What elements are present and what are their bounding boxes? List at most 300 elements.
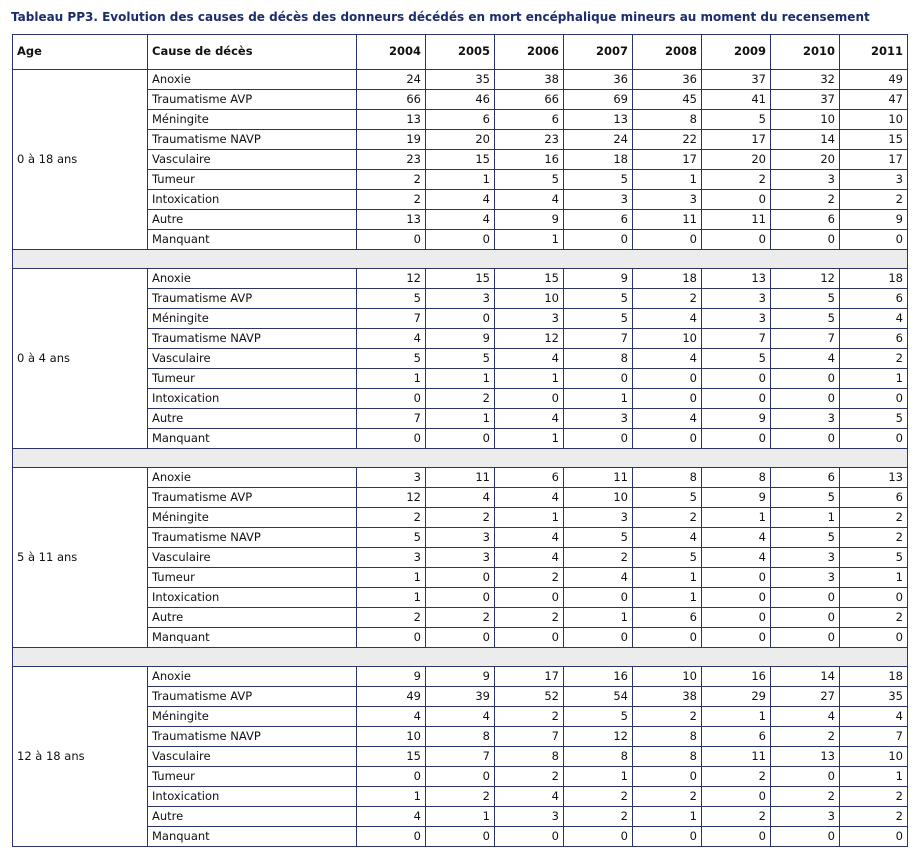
cause-cell: Traumatisme NAVP — [148, 727, 357, 747]
value-cell: 2 — [426, 508, 495, 528]
value-cell: 3 — [771, 170, 840, 190]
group-separator-row — [13, 250, 908, 269]
cause-cell: Vasculaire — [148, 349, 357, 369]
value-cell: 2 — [702, 767, 771, 787]
value-cell: 11 — [702, 210, 771, 230]
table-row — [13, 628, 908, 648]
cause-cell: Traumatisme AVP — [148, 687, 357, 707]
value-cell: 1 — [840, 568, 908, 588]
value-cell: 4 — [495, 787, 564, 807]
value-cell: 5 — [840, 409, 908, 429]
value-cell: 10 — [840, 110, 908, 130]
value-cell: 4 — [357, 329, 426, 349]
table-row — [13, 190, 908, 210]
value-cell: 1 — [495, 230, 564, 250]
value-cell: 0 — [702, 628, 771, 648]
value-cell: 11 — [633, 210, 702, 230]
value-cell: 2 — [426, 608, 495, 628]
table-row — [13, 150, 908, 170]
value-cell: 0 — [426, 429, 495, 449]
header-row — [13, 35, 908, 70]
value-cell: 12 — [564, 727, 633, 747]
cause-cell: Autre — [148, 409, 357, 429]
cause-cell: Intoxication — [148, 190, 357, 210]
header-year: 2010 — [771, 35, 840, 70]
value-cell: 5 — [564, 309, 633, 329]
value-cell: 0 — [771, 767, 840, 787]
cause-cell: Anoxie — [148, 468, 357, 488]
value-cell: 0 — [426, 588, 495, 608]
value-cell: 5 — [357, 289, 426, 309]
value-cell: 4 — [633, 528, 702, 548]
cause-cell: Tumeur — [148, 767, 357, 787]
value-cell: 2 — [840, 190, 908, 210]
value-cell: 15 — [426, 269, 495, 289]
value-cell: 5 — [495, 170, 564, 190]
value-cell: 0 — [702, 568, 771, 588]
cause-cell: Anoxie — [148, 667, 357, 687]
value-cell: 6 — [840, 289, 908, 309]
table-row — [13, 130, 908, 150]
value-cell: 2 — [495, 608, 564, 628]
value-cell: 2 — [633, 787, 702, 807]
value-cell: 9 — [564, 269, 633, 289]
value-cell: 0 — [702, 827, 771, 847]
value-cell: 6 — [702, 727, 771, 747]
value-cell: 2 — [840, 349, 908, 369]
table-row — [13, 807, 908, 827]
value-cell: 5 — [564, 528, 633, 548]
value-cell: 0 — [633, 369, 702, 389]
value-cell: 0 — [771, 389, 840, 409]
value-cell: 5 — [564, 707, 633, 727]
cause-cell: Traumatisme NAVP — [148, 130, 357, 150]
header-year: 2005 — [426, 35, 495, 70]
value-cell: 0 — [702, 389, 771, 409]
value-cell: 0 — [840, 429, 908, 449]
value-cell: 11 — [426, 468, 495, 488]
value-cell: 10 — [771, 110, 840, 130]
value-cell: 1 — [633, 568, 702, 588]
value-cell: 8 — [564, 747, 633, 767]
value-cell: 0 — [633, 827, 702, 847]
value-cell: 13 — [771, 747, 840, 767]
age-group-cell: 0 à 4 ans — [13, 269, 148, 449]
cause-cell: Tumeur — [148, 568, 357, 588]
value-cell: 4 — [495, 528, 564, 548]
table-row — [13, 289, 908, 309]
value-cell: 0 — [426, 767, 495, 787]
value-cell: 4 — [633, 309, 702, 329]
value-cell: 0 — [702, 369, 771, 389]
table-row — [13, 608, 908, 628]
value-cell: 1 — [357, 588, 426, 608]
value-cell: 8 — [633, 468, 702, 488]
value-cell: 0 — [702, 230, 771, 250]
value-cell: 4 — [702, 548, 771, 568]
value-cell: 0 — [426, 309, 495, 329]
value-cell: 1 — [426, 369, 495, 389]
value-cell: 3 — [771, 409, 840, 429]
value-cell: 15 — [495, 269, 564, 289]
value-cell: 1 — [495, 429, 564, 449]
value-cell: 9 — [426, 329, 495, 349]
cause-cell: Autre — [148, 608, 357, 628]
value-cell: 0 — [771, 628, 840, 648]
value-cell: 0 — [633, 767, 702, 787]
value-cell: 0 — [771, 608, 840, 628]
value-cell: 5 — [633, 548, 702, 568]
value-cell: 2 — [357, 170, 426, 190]
value-cell: 37 — [771, 90, 840, 110]
value-cell: 8 — [633, 727, 702, 747]
value-cell: 1 — [357, 568, 426, 588]
table-row — [13, 170, 908, 190]
value-cell: 38 — [495, 70, 564, 90]
cause-cell: Méningite — [148, 508, 357, 528]
value-cell: 2 — [426, 389, 495, 409]
value-cell: 9 — [840, 210, 908, 230]
value-cell: 6 — [564, 210, 633, 230]
value-cell: 3 — [357, 468, 426, 488]
cause-cell: Manquant — [148, 230, 357, 250]
cause-cell: Autre — [148, 807, 357, 827]
value-cell: 4 — [633, 349, 702, 369]
value-cell: 1 — [633, 588, 702, 608]
value-cell: 32 — [771, 70, 840, 90]
value-cell: 1 — [564, 608, 633, 628]
table-row — [13, 787, 908, 807]
value-cell: 3 — [495, 807, 564, 827]
value-cell: 6 — [771, 468, 840, 488]
cause-cell: Vasculaire — [148, 150, 357, 170]
table-row — [13, 588, 908, 608]
cause-cell: Autre — [148, 210, 357, 230]
value-cell: 3 — [495, 309, 564, 329]
table-row — [13, 230, 908, 250]
value-cell: 0 — [357, 429, 426, 449]
value-cell: 3 — [771, 807, 840, 827]
value-cell: 1 — [633, 170, 702, 190]
value-cell: 3 — [426, 289, 495, 309]
table-body — [13, 70, 908, 847]
value-cell: 13 — [840, 468, 908, 488]
value-cell: 3 — [564, 190, 633, 210]
value-cell: 2 — [633, 707, 702, 727]
table-row — [13, 767, 908, 787]
cause-cell: Vasculaire — [148, 747, 357, 767]
value-cell: 49 — [840, 70, 908, 90]
value-cell: 0 — [357, 230, 426, 250]
header-year: 2006 — [495, 35, 564, 70]
value-cell: 13 — [357, 110, 426, 130]
value-cell: 9 — [702, 488, 771, 508]
value-cell: 69 — [564, 90, 633, 110]
value-cell: 7 — [840, 727, 908, 747]
value-cell: 4 — [564, 568, 633, 588]
separator-cell — [13, 648, 908, 667]
value-cell: 17 — [840, 150, 908, 170]
value-cell: 4 — [702, 528, 771, 548]
value-cell: 6 — [426, 110, 495, 130]
value-cell: 66 — [495, 90, 564, 110]
value-cell: 0 — [426, 568, 495, 588]
value-cell: 1 — [426, 409, 495, 429]
value-cell: 0 — [426, 628, 495, 648]
cause-cell: Intoxication — [148, 588, 357, 608]
header-year: 2007 — [564, 35, 633, 70]
value-cell: 11 — [564, 468, 633, 488]
value-cell: 6 — [495, 110, 564, 130]
value-cell: 3 — [426, 548, 495, 568]
value-cell: 7 — [771, 329, 840, 349]
cause-cell: Vasculaire — [148, 548, 357, 568]
cause-cell: Tumeur — [148, 170, 357, 190]
age-group-cell: 12 à 18 ans — [13, 667, 148, 847]
cause-cell: Manquant — [148, 429, 357, 449]
table-row — [13, 429, 908, 449]
value-cell: 5 — [357, 349, 426, 369]
value-cell: 4 — [495, 488, 564, 508]
value-cell: 0 — [564, 588, 633, 608]
value-cell: 15 — [357, 747, 426, 767]
cause-cell: Méningite — [148, 309, 357, 329]
value-cell: 4 — [426, 190, 495, 210]
value-cell: 1 — [564, 389, 633, 409]
value-cell: 0 — [702, 787, 771, 807]
cause-cell: Anoxie — [148, 70, 357, 90]
value-cell: 16 — [702, 667, 771, 687]
value-cell: 46 — [426, 90, 495, 110]
value-cell: 8 — [702, 468, 771, 488]
value-cell: 3 — [564, 508, 633, 528]
value-cell: 14 — [771, 667, 840, 687]
header-year: 2008 — [633, 35, 702, 70]
value-cell: 23 — [357, 150, 426, 170]
value-cell: 18 — [633, 269, 702, 289]
value-cell: 2 — [564, 807, 633, 827]
value-cell: 1 — [840, 369, 908, 389]
value-cell: 1 — [840, 767, 908, 787]
value-cell: 0 — [633, 628, 702, 648]
value-cell: 0 — [771, 369, 840, 389]
value-cell: 1 — [702, 707, 771, 727]
value-cell: 1 — [426, 807, 495, 827]
value-cell: 2 — [633, 508, 702, 528]
value-cell: 35 — [840, 687, 908, 707]
value-cell: 2 — [840, 787, 908, 807]
value-cell: 0 — [702, 608, 771, 628]
value-cell: 3 — [633, 190, 702, 210]
value-cell: 2 — [702, 170, 771, 190]
cause-cell: Traumatisme NAVP — [148, 528, 357, 548]
value-cell: 4 — [426, 210, 495, 230]
value-cell: 7 — [357, 409, 426, 429]
value-cell: 6 — [495, 468, 564, 488]
value-cell: 2 — [564, 548, 633, 568]
value-cell: 17 — [633, 150, 702, 170]
value-cell: 7 — [426, 747, 495, 767]
value-cell: 20 — [771, 150, 840, 170]
table-row — [13, 528, 908, 548]
table-row — [13, 269, 908, 289]
value-cell: 23 — [495, 130, 564, 150]
value-cell: 6 — [840, 488, 908, 508]
table-row — [13, 468, 908, 488]
value-cell: 10 — [633, 667, 702, 687]
table-row — [13, 329, 908, 349]
header-year: 2011 — [840, 35, 908, 70]
age-group-cell: 0 à 18 ans — [13, 70, 148, 250]
value-cell: 13 — [564, 110, 633, 130]
value-cell: 4 — [495, 548, 564, 568]
value-cell: 29 — [702, 687, 771, 707]
table-row — [13, 747, 908, 767]
value-cell: 0 — [840, 230, 908, 250]
value-cell: 4 — [495, 409, 564, 429]
table-row — [13, 707, 908, 727]
value-cell: 8 — [426, 727, 495, 747]
value-cell: 1 — [495, 508, 564, 528]
value-cell: 5 — [771, 309, 840, 329]
value-cell: 15 — [840, 130, 908, 150]
value-cell: 4 — [426, 707, 495, 727]
value-cell: 37 — [702, 70, 771, 90]
value-cell: 7 — [702, 329, 771, 349]
table-row — [13, 210, 908, 230]
value-cell: 0 — [771, 588, 840, 608]
cause-cell: Manquant — [148, 628, 357, 648]
value-cell: 2 — [357, 190, 426, 210]
value-cell: 5 — [702, 349, 771, 369]
value-cell: 0 — [495, 827, 564, 847]
table-row — [13, 369, 908, 389]
cause-cell: Méningite — [148, 110, 357, 130]
value-cell: 0 — [702, 588, 771, 608]
value-cell: 6 — [633, 608, 702, 628]
value-cell: 7 — [564, 329, 633, 349]
value-cell: 3 — [771, 548, 840, 568]
value-cell: 14 — [771, 130, 840, 150]
value-cell: 10 — [495, 289, 564, 309]
value-cell: 5 — [426, 349, 495, 369]
value-cell: 20 — [426, 130, 495, 150]
value-cell: 10 — [840, 747, 908, 767]
value-cell: 8 — [633, 747, 702, 767]
value-cell: 5 — [357, 528, 426, 548]
cause-cell: Manquant — [148, 827, 357, 847]
value-cell: 10 — [357, 727, 426, 747]
value-cell: 5 — [564, 289, 633, 309]
value-cell: 0 — [357, 628, 426, 648]
value-cell: 2 — [633, 289, 702, 309]
value-cell: 0 — [564, 230, 633, 250]
value-cell: 0 — [771, 827, 840, 847]
value-cell: 47 — [840, 90, 908, 110]
value-cell: 12 — [771, 269, 840, 289]
value-cell: 0 — [702, 190, 771, 210]
value-cell: 0 — [426, 827, 495, 847]
cause-cell: Méningite — [148, 707, 357, 727]
table-row — [13, 548, 908, 568]
value-cell: 3 — [426, 528, 495, 548]
value-cell: 12 — [357, 488, 426, 508]
value-cell: 0 — [702, 429, 771, 449]
value-cell: 4 — [495, 190, 564, 210]
value-cell: 1 — [564, 767, 633, 787]
value-cell: 3 — [702, 309, 771, 329]
value-cell: 18 — [840, 269, 908, 289]
value-cell: 0 — [633, 429, 702, 449]
value-cell: 0 — [633, 230, 702, 250]
value-cell: 11 — [702, 747, 771, 767]
value-cell: 9 — [702, 409, 771, 429]
age-group-cell: 5 à 11 ans — [13, 468, 148, 648]
table-row — [13, 488, 908, 508]
value-cell: 13 — [702, 269, 771, 289]
value-cell: 19 — [357, 130, 426, 150]
value-cell: 0 — [564, 429, 633, 449]
value-cell: 0 — [495, 389, 564, 409]
value-cell: 1 — [771, 508, 840, 528]
cause-cell: Anoxie — [148, 269, 357, 289]
value-cell: 2 — [426, 787, 495, 807]
value-cell: 0 — [564, 827, 633, 847]
value-cell: 5 — [702, 110, 771, 130]
table-row — [13, 727, 908, 747]
value-cell: 1 — [702, 508, 771, 528]
value-cell: 49 — [357, 687, 426, 707]
value-cell: 39 — [426, 687, 495, 707]
header-year: 2009 — [702, 35, 771, 70]
value-cell: 0 — [840, 628, 908, 648]
cause-cell: Traumatisme AVP — [148, 90, 357, 110]
table-title: Tableau PP3. Evolution des causes de décès des donneurs décédés en mort encéphalique mineurs au moment du recensement — [11, 10, 870, 24]
value-cell: 17 — [702, 130, 771, 150]
value-cell: 4 — [357, 707, 426, 727]
value-cell: 0 — [357, 767, 426, 787]
value-cell: 3 — [840, 170, 908, 190]
value-cell: 0 — [564, 369, 633, 389]
value-cell: 15 — [426, 150, 495, 170]
value-cell: 6 — [771, 210, 840, 230]
table-row — [13, 687, 908, 707]
table-row — [13, 409, 908, 429]
value-cell: 5 — [840, 548, 908, 568]
table-row — [13, 309, 908, 329]
value-cell: 0 — [357, 827, 426, 847]
value-cell: 2 — [357, 508, 426, 528]
table-row — [13, 70, 908, 90]
value-cell: 5 — [633, 488, 702, 508]
value-cell: 4 — [840, 707, 908, 727]
value-cell: 36 — [633, 70, 702, 90]
value-cell: 45 — [633, 90, 702, 110]
value-cell: 20 — [702, 150, 771, 170]
causes-table — [12, 34, 908, 847]
value-cell: 4 — [495, 349, 564, 369]
value-cell: 1 — [426, 170, 495, 190]
value-cell: 0 — [495, 628, 564, 648]
value-cell: 1 — [357, 787, 426, 807]
header-cause: Cause de décès — [148, 35, 357, 70]
cause-cell: Traumatisme AVP — [148, 488, 357, 508]
value-cell: 4 — [771, 707, 840, 727]
table-row — [13, 667, 908, 687]
value-cell: 2 — [840, 528, 908, 548]
value-cell: 2 — [702, 807, 771, 827]
value-cell: 1 — [495, 369, 564, 389]
